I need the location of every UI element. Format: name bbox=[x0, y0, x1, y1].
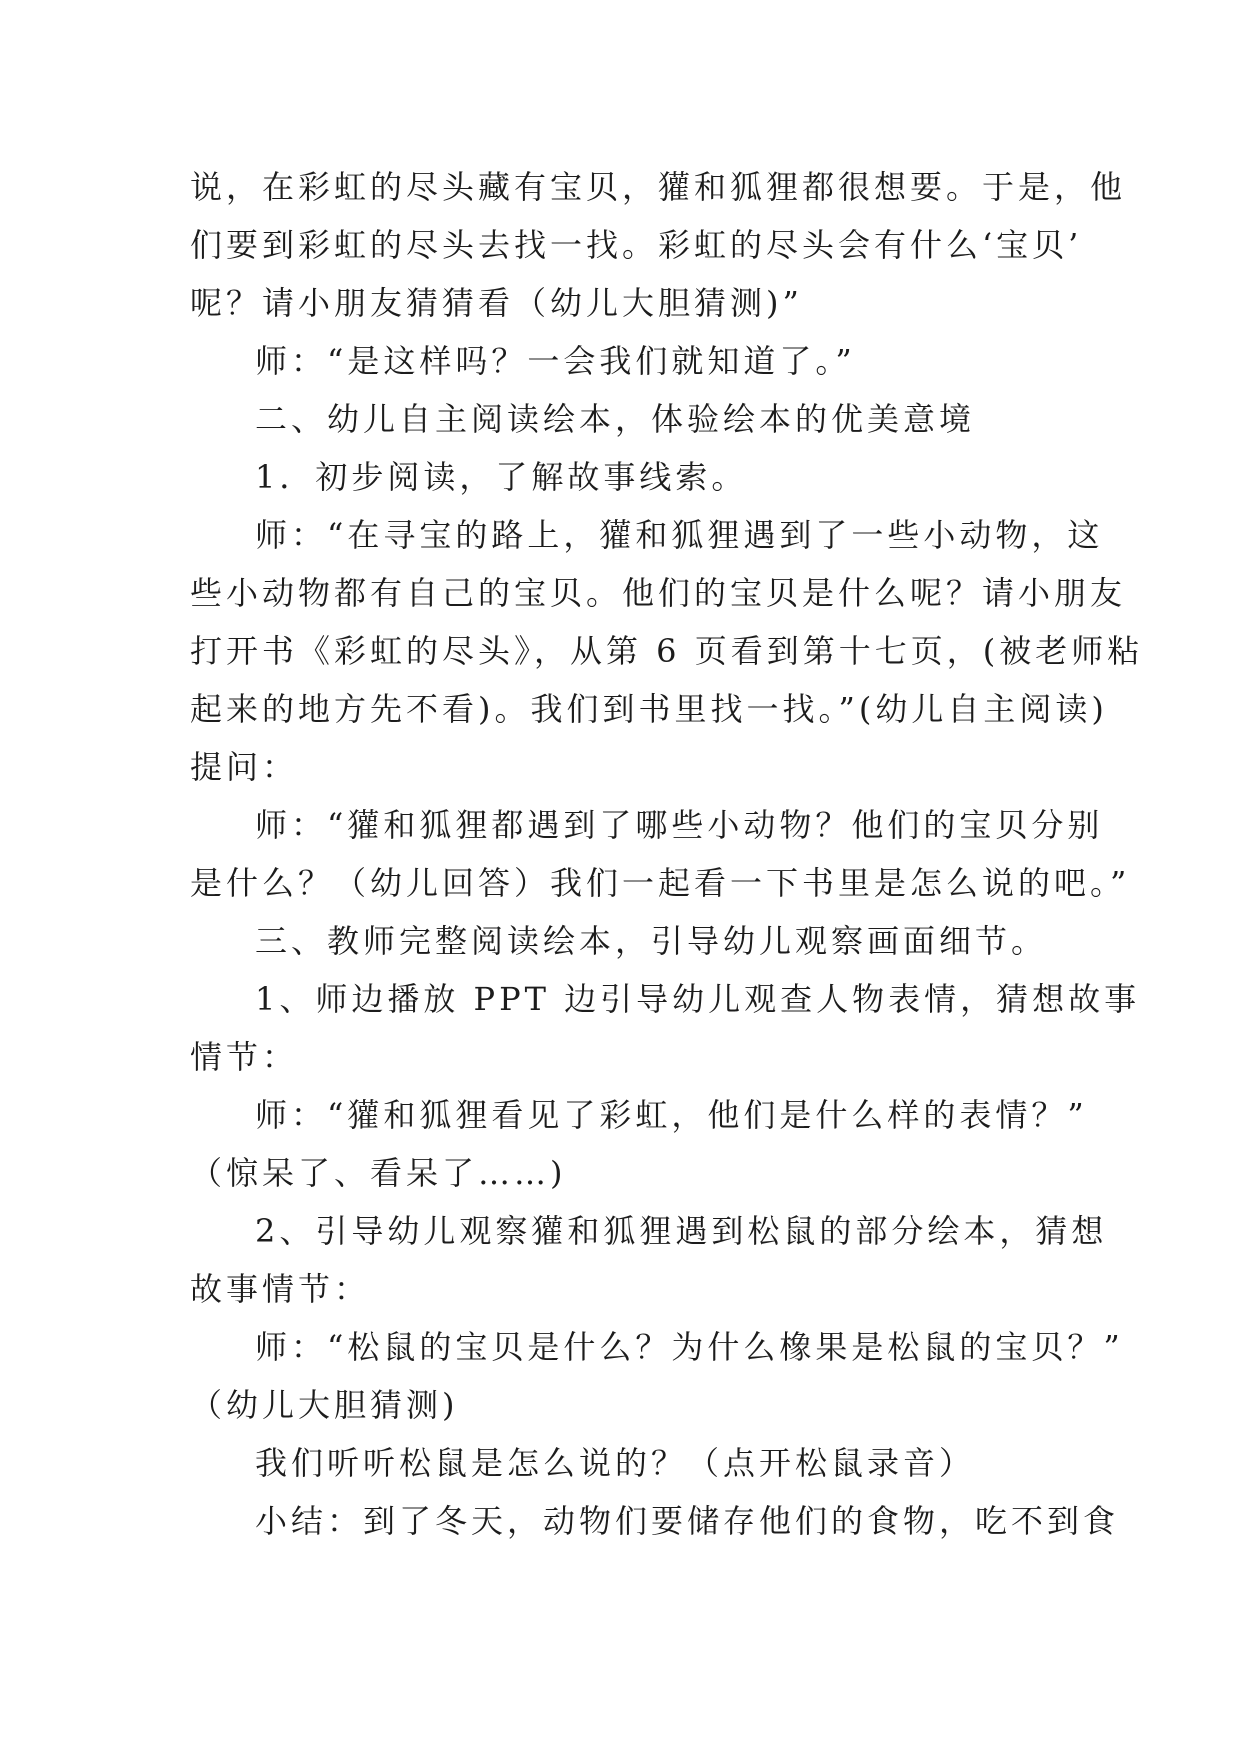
section-heading: 二、幼儿自主阅读绘本，体验绘本的优美意境 bbox=[255, 400, 976, 438]
text-line: 提问： bbox=[190, 748, 299, 786]
text-line: 师：“在寻宝的路上，獾和狐狸遇到了一些小动物，这 bbox=[255, 516, 1104, 554]
subsection-heading: 2、引导幼儿观察獾和狐狸遇到松鼠的部分绘本，猜想 bbox=[255, 1212, 1108, 1250]
text-line: 故事情节： bbox=[190, 1270, 371, 1308]
text-line: 打开书《彩虹的尽头》，从第 6 页看到第十七页，(被老师粘 bbox=[190, 632, 1144, 670]
subsection-heading: 1、师边播放 PPT 边引导幼儿观查人物表情，猜想故事 bbox=[255, 980, 1141, 1018]
text-line: （惊呆了、看呆了……) bbox=[190, 1154, 567, 1192]
text-line: 起来的地方先不看)。我们到书里找一找。”(幼儿自主阅读) bbox=[190, 690, 1108, 728]
text-line: 师：“獾和狐狸都遇到了哪些小动物？他们的宝贝分别 bbox=[255, 806, 1104, 844]
text-line: 情节： bbox=[190, 1038, 299, 1076]
section-heading: 三、教师完整阅读绘本，引导幼儿观察画面细节。 bbox=[255, 922, 1048, 960]
text-line: 我们听听松鼠是怎么说的？（点开松鼠录音） bbox=[255, 1444, 976, 1482]
subsection-heading: 1．初步阅读，了解故事线索。 bbox=[255, 458, 748, 496]
text-line: 们要到彩虹的尽头去找一找。彩虹的尽头会有什么‘宝贝’ bbox=[190, 226, 1083, 264]
text-line: 呢？请小朋友猜猜看（幼儿大胆猜测)” bbox=[190, 284, 803, 322]
text-line: 些小动物都有自己的宝贝。他们的宝贝是什么呢？请小朋友 bbox=[190, 574, 1127, 612]
document-body bbox=[190, 158, 1144, 1550]
text-line: （幼儿大胆猜测) bbox=[190, 1386, 459, 1424]
text-line: 师：“獾和狐狸看见了彩虹，他们是什么样的表情？” bbox=[255, 1096, 1088, 1134]
text-line: 小结：到了冬天，动物们要储存他们的食物，吃不到食 bbox=[255, 1502, 1120, 1540]
text-line: 是什么？（幼儿回答）我们一起看一下书里是怎么说的吧。” bbox=[190, 864, 1131, 902]
text-line: 说，在彩虹的尽头藏有宝贝，獾和狐狸都很想要。于是，他 bbox=[190, 168, 1127, 206]
text-line: 师：“是这样吗？一会我们就知道了。” bbox=[255, 342, 856, 380]
text-line: 师：“松鼠的宝贝是什么？为什么橡果是松鼠的宝贝？” bbox=[255, 1328, 1124, 1366]
